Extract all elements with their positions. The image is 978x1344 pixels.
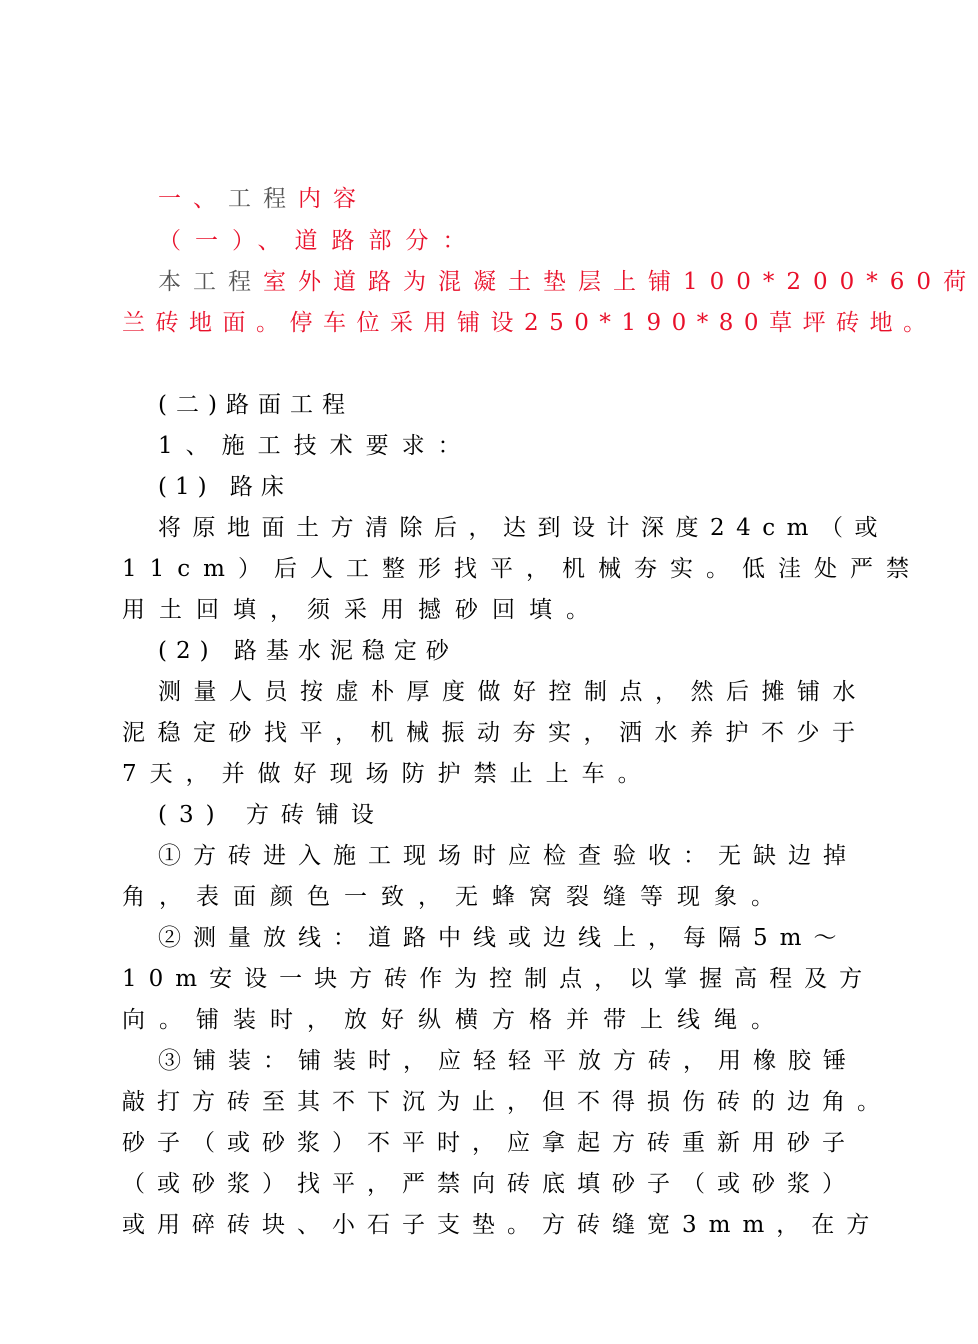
paragraph-brick-2-line-2: 10m安设一块方砖作为控制点，以掌握高程及方 <box>122 966 875 992</box>
paragraph-brick-2-line-1: ②测量放线：道路中线或边线上，每隔5m～ <box>158 925 849 951</box>
paragraph-road-red-rest: 室外道路为混凝土垫层上铺100*200*60荷 <box>263 269 978 295</box>
paragraph-subgrade-line-1: 将原地面土方清除后，达到设计深度24cm（或 <box>158 515 889 541</box>
paragraph-cement-line-1: 测量人员按虚朴厚度做好控制点，然后摊铺水 <box>158 679 868 705</box>
paragraph-cement-line-2: 泥稳定砂找平，机械振动夯实，洒水养护不少于 <box>122 720 868 746</box>
heading-1-part-red: 内容 <box>298 186 368 212</box>
section-heading-1 <box>158 184 368 214</box>
item-heading-brick-laying: (3) 方砖铺设 <box>158 802 386 828</box>
paragraph-brick-3-line-1: ③铺装：铺装时，应轻轻平放方砖，用橡胶锤 <box>158 1048 858 1074</box>
paragraph-cement-line-3: 7天，并做好现场防护禁止上车。 <box>122 761 654 787</box>
heading-1-part-gray: 工程 <box>228 186 298 212</box>
paragraph-brick-3-line-2: 敲打方砖至其不下沉为止，但不得损伤砖的边角。 <box>122 1089 892 1115</box>
paragraph-brick-3-line-4: （或砂浆）找平，严禁向砖底填砂子（或砂浆） <box>122 1171 857 1197</box>
paragraph-brick-3-line-5: 或用碎砖块、小石子支垫。方砖缝宽3mm，在方 <box>122 1212 882 1238</box>
paragraph-brick-3-line-3: 砂子（或砂浆）不平时，应拿起方砖重新用砂子 <box>122 1130 857 1156</box>
paragraph-brick-1-line-2: 角，表面颜色一致，无蜂窝裂缝等现象。 <box>122 884 788 910</box>
heading-1-number: 一、 <box>158 186 228 212</box>
paragraph-road-line-2: 兰砖地面。停车位采用铺设250*190*80草坪砖地。 <box>122 310 937 336</box>
item-heading-tech-requirements: 1、施工技术要求： <box>158 433 474 459</box>
section-heading-pavement: (二)路面工程 <box>158 392 354 418</box>
paragraph-subgrade-line-2: 11cm）后人工整形找平，机械夯实。低洼处严禁 <box>122 556 922 582</box>
paragraph-road-gray-start: 本工程 <box>158 269 263 295</box>
item-heading-cement-sand: (2) 路基水泥稳定砂 <box>158 638 458 664</box>
paragraph-road-line-1 <box>158 267 978 297</box>
paragraph-brick-2-line-3: 向。铺装时，放好纵横方格并带上线绳。 <box>122 1007 788 1033</box>
subsection-heading-road: （一）、道路部分： <box>158 228 480 254</box>
paragraph-subgrade-line-3: 用土回填，须采用撼砂回填。 <box>122 597 603 623</box>
item-heading-subgrade: (1) 路床 <box>158 474 292 500</box>
paragraph-brick-1-line-1: ①方砖进入施工现场时应检查验收：无缺边掉 <box>158 843 858 869</box>
